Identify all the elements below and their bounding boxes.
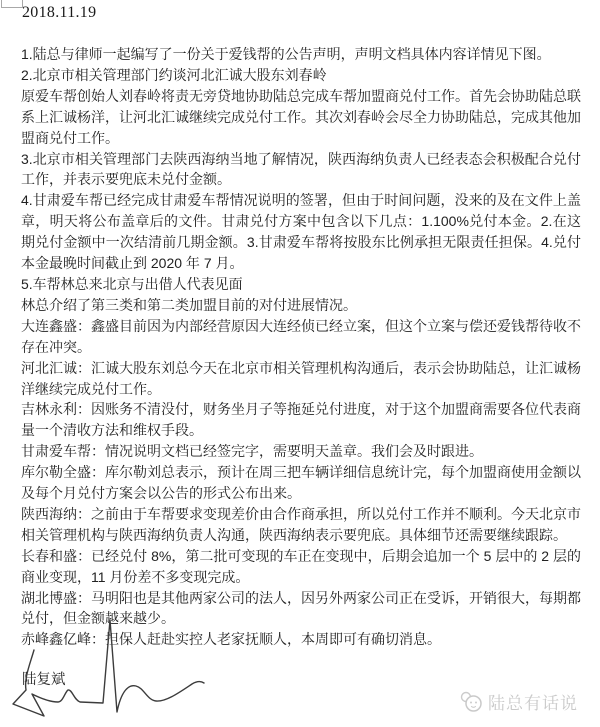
paragraph: 林总介绍了第三类和第二类加盟目前的对付进展情况。 — [21, 296, 357, 313]
paragraph: 5.车帮林总来北京与出借人代表见面 — [21, 275, 243, 292]
table-corner-fragment — [1, 0, 23, 8]
document-body — [21, 44, 581, 650]
paragraph: 甘肃爱车帮：情况说明文档已经签完字，需要明天盖章。我们会及时跟进。 — [21, 443, 483, 460]
signature-name: 陆复斌 — [22, 672, 66, 688]
paragraph: 3.北京市相关管理部门去陕西海纳当地了解情况，陕西海纳负责人已经表态会积极配合兑付工作，并表示要兜底未兑付金额。 — [21, 150, 581, 188]
paragraph: 1.陆总与律师一起编写了一份关于爱钱帮的公告声明，声明文档具体内容详情见下图。 — [21, 46, 551, 62]
paragraph: 赤峰鑫亿峰：担保人赶赴实控人老家抚顺人，本周即可有确切消息。 — [21, 631, 441, 648]
paragraph: 陕西海纳：之前由于车帮要求变现差价由合作商承担，所以兑付工作并不顺利。今天北京市相关管理机构与陕西海纳负责人沟通，陕西海纳表示要兜底。具体细节还需要继续跟踪。 — [21, 505, 581, 543]
handwritten-signature-image — [0, 608, 220, 727]
paragraph: 大连鑫盛：鑫盛目前因为内部经营原因大连经侦已经立案，但这个立案与偿还爱钱帮待收不存在冲突。 — [21, 317, 581, 355]
paragraph: 湖北博盛：马明阳也是其他两家公司的法人，因另外两家公司正在受诉，开销很大，每期都兑付，但金额越来越少。 — [21, 589, 581, 627]
chat-bubble-face-icon — [459, 690, 483, 714]
paragraph: 吉林永利：因账务不清没付，财务坐月子等拖延兑付进度，对于这个加盟商需要各位代表商量一个清收方法和维权手段。 — [21, 401, 581, 439]
document-date: 2018.11.19 — [22, 4, 97, 21]
paragraph: 原爱车帮创始人刘春岭将责无旁贷地协助陆总完成车帮加盟商兑付工作。首先会协助陆总联系上汇诚杨洋，让河北汇诚继续完成兑付工作。其次刘春岭会尽全力协助陆总，完成其他加盟商兑付工作。 — [21, 87, 581, 146]
paragraph: 2.北京市相关管理部门约谈河北汇诚大股东刘春岭 — [21, 66, 327, 83]
paragraph: 长春和盛：已经兑付 8%，第二批可变现的车正在变现中，后期会追加一个 5 层中的 2 层的商业变现，11 月份差不多变现完成。 — [21, 547, 581, 585]
watermark — [459, 689, 578, 714]
paragraph: 河北汇诚：汇诚大股东刘总今天在北京市相关管理机构沟通后，表示会协助陆总，让汇诚杨洋继续完成兑付工作。 — [21, 359, 581, 397]
paragraph: 库尔勒全盛：库尔勒刘总表示，预计在周三把车辆详细信息统计完，每个加盟商使用金额以及每个月兑付方案会以公告的形式公布出来。 — [21, 464, 581, 502]
paragraph: 4.甘肃爱车帮已经完成甘肃爱车帮情况说明的签署，但由于时间问题，没来的及在文件上盖章，明天将公布盖章后的文件。甘肃兑付方案中包含以下几点：1.100%兑付本金。2.在这期兑付金额中一次结清前几期金额。3.甘肃爱车帮将按股东比例承担无限责任担保。4.兑付本金最晚时间截止到 2020 年 7 月。 — [21, 192, 581, 272]
watermark-label: 陆总有话说 — [488, 694, 578, 713]
